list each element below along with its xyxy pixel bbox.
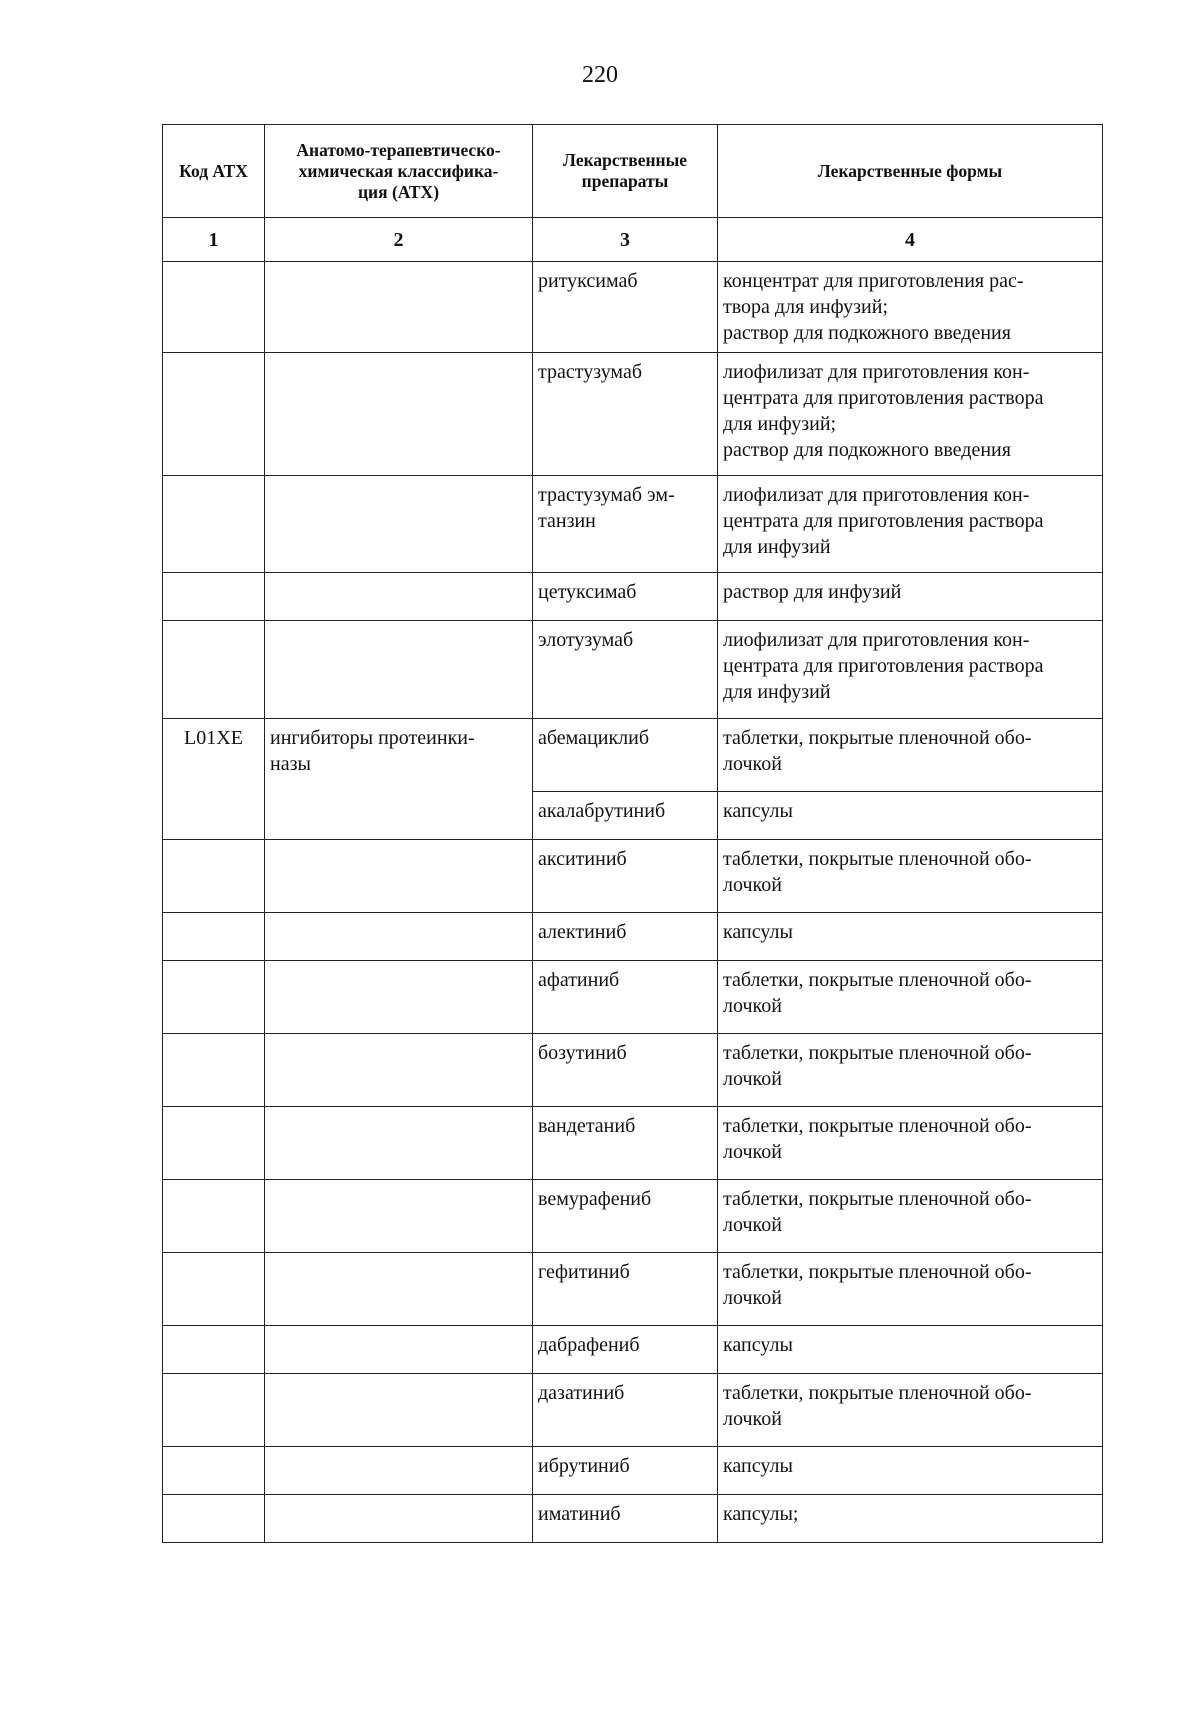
code-cell [163, 621, 265, 719]
classification-cell [265, 1326, 533, 1374]
classification-cell [265, 476, 533, 573]
code-cell [163, 1034, 265, 1107]
classification-cell [265, 913, 533, 961]
form-cell: таблетки, покрытые пленочной обо- лочкой [718, 840, 1103, 913]
table-row [163, 719, 1103, 792]
table-header-row [163, 125, 1103, 218]
classification-cell [265, 961, 533, 1034]
drug-cell: трастузумаб [533, 353, 718, 476]
page-number: 220 [582, 62, 618, 88]
table-row [163, 1253, 1103, 1326]
form-cell: таблетки, покрытые пленочной обо- лочкой [718, 1374, 1103, 1447]
form-cell: лиофилизат для приготовления кон- центрата для приготовления раствора для инфузий [718, 476, 1103, 573]
table-row [163, 1107, 1103, 1180]
code-cell [163, 1180, 265, 1253]
column-number: 1 [163, 218, 265, 262]
classification-cell [265, 1107, 533, 1180]
drug-table [162, 124, 1103, 1543]
header-forms: Лекарственные формы [718, 125, 1103, 218]
code-cell [163, 1374, 265, 1447]
classification-cell: ингибиторы протеинки- назы [265, 719, 533, 840]
form-cell: таблетки, покрытые пленочной обо- лочкой [718, 1253, 1103, 1326]
code-cell [163, 961, 265, 1034]
column-number: 2 [265, 218, 533, 262]
form-cell: капсулы [718, 913, 1103, 961]
form-cell: раствор для инфузий [718, 573, 1103, 621]
form-cell: капсулы; [718, 1495, 1103, 1543]
drug-cell: цетуксимаб [533, 573, 718, 621]
table-row [163, 621, 1103, 719]
form-cell: концентрат для приготовления рас- твора для инфузий; раствор для подкожного введения [718, 262, 1103, 353]
code-cell: L01XE [163, 719, 265, 840]
drug-cell: ибрутиниб [533, 1447, 718, 1495]
table-row [163, 353, 1103, 476]
table-row [163, 1326, 1103, 1374]
drug-cell: алектиниб [533, 913, 718, 961]
table-row [163, 1447, 1103, 1495]
form-cell: таблетки, покрытые пленочной обо- лочкой [718, 1180, 1103, 1253]
classification-cell [265, 262, 533, 353]
drug-cell: афатиниб [533, 961, 718, 1034]
code-cell [163, 573, 265, 621]
table-row [163, 262, 1103, 353]
form-cell: капсулы [718, 792, 1103, 840]
code-cell [163, 476, 265, 573]
table-row [163, 840, 1103, 913]
drug-cell: бозутиниб [533, 1034, 718, 1107]
form-cell: капсулы [718, 1447, 1103, 1495]
classification-cell [265, 353, 533, 476]
drug-cell: трастузумаб эм- танзин [533, 476, 718, 573]
column-number-row [163, 218, 1103, 262]
table-row [163, 1180, 1103, 1253]
column-number: 3 [533, 218, 718, 262]
form-cell: лиофилизат для приготовления кон- центрата для приготовления раствора для инфузий; раствор для подкожного введения [718, 353, 1103, 476]
drug-cell: вандетаниб [533, 1107, 718, 1180]
form-cell: таблетки, покрытые пленочной обо- лочкой [718, 1107, 1103, 1180]
drug-cell: дазатиниб [533, 1374, 718, 1447]
code-cell [163, 1326, 265, 1374]
drug-cell: дабрафениб [533, 1326, 718, 1374]
classification-cell [265, 1034, 533, 1107]
header-classification: Анатомо-терапевтическо- химическая классифика- ция (АТХ) [265, 125, 533, 218]
classification-cell [265, 573, 533, 621]
classification-cell [265, 621, 533, 719]
code-cell [163, 353, 265, 476]
drug-cell: акалабрутиниб [533, 792, 718, 840]
classification-cell [265, 1447, 533, 1495]
code-cell [163, 1447, 265, 1495]
table-row [163, 1374, 1103, 1447]
table-row [163, 573, 1103, 621]
form-cell: таблетки, покрытые пленочной обо- лочкой [718, 961, 1103, 1034]
drug-cell: элотузумаб [533, 621, 718, 719]
code-cell [163, 1107, 265, 1180]
code-cell [163, 913, 265, 961]
table-row [163, 1495, 1103, 1543]
code-cell [163, 1495, 265, 1543]
code-cell [163, 840, 265, 913]
form-cell: таблетки, покрытые пленочной обо- лочкой [718, 719, 1103, 792]
classification-cell [265, 1374, 533, 1447]
classification-cell [265, 1495, 533, 1543]
header-code: Код АТХ [163, 125, 265, 218]
table-row [163, 961, 1103, 1034]
code-cell [163, 1253, 265, 1326]
drug-cell: вемурафениб [533, 1180, 718, 1253]
drug-cell: абемациклиб [533, 719, 718, 792]
classification-cell [265, 1253, 533, 1326]
table-row [163, 476, 1103, 573]
table-row [163, 1034, 1103, 1107]
header-drugs: Лекарственные препараты [533, 125, 718, 218]
classification-cell [265, 840, 533, 913]
form-cell: капсулы [718, 1326, 1103, 1374]
drug-cell: гефитиниб [533, 1253, 718, 1326]
code-cell [163, 262, 265, 353]
drug-cell: иматиниб [533, 1495, 718, 1543]
column-number: 4 [718, 218, 1103, 262]
table-row [163, 913, 1103, 961]
form-cell: таблетки, покрытые пленочной обо- лочкой [718, 1034, 1103, 1107]
form-cell: лиофилизат для приготовления кон- центрата для приготовления раствора для инфузий [718, 621, 1103, 719]
drug-cell: акситиниб [533, 840, 718, 913]
drug-cell: ритуксимаб [533, 262, 718, 353]
classification-cell [265, 1180, 533, 1253]
